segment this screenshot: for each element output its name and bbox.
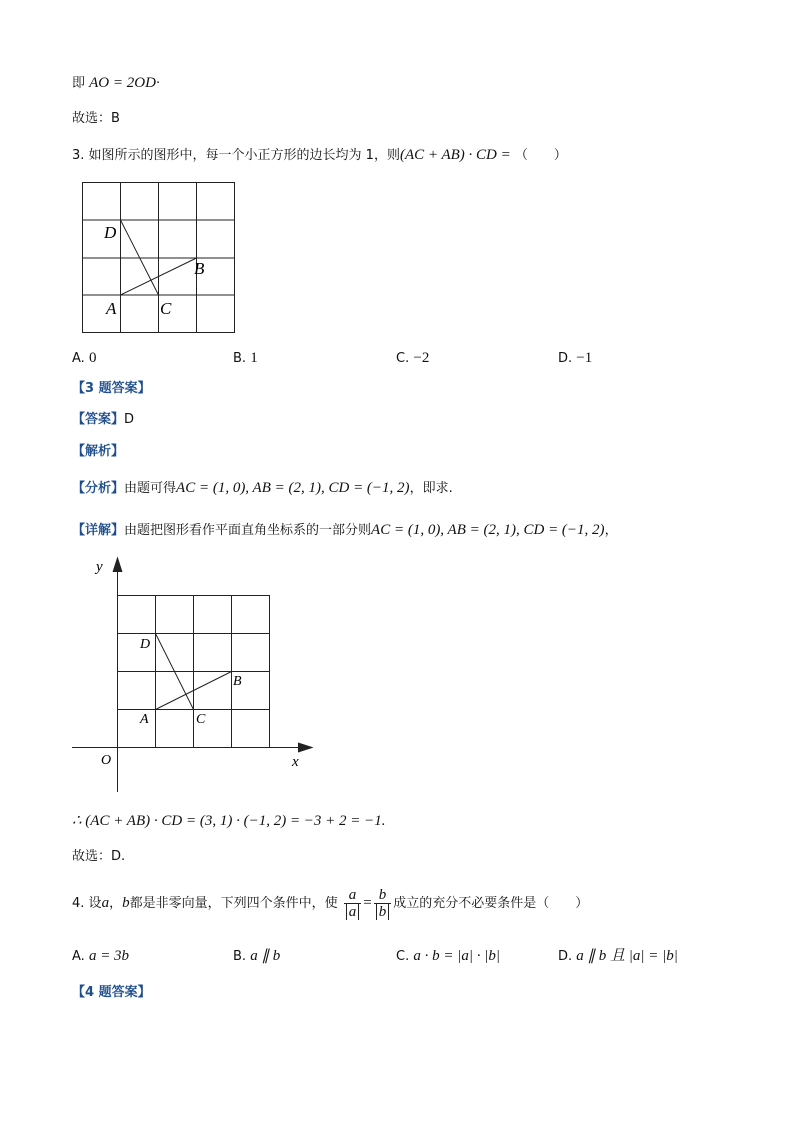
q3-xiangjie-math: AC = (1, 0), AB = (2, 1), CD = (−1, 2) [371, 522, 605, 538]
label-B: B [194, 259, 205, 278]
q4-stem: 4. 设a，b都是非零向量，下列四个条件中，使 $\frac{a}{a}$ = $\frac{b}{b}$ 成立的充分不必要条件是（ ） [72, 887, 589, 920]
label-x: x [292, 754, 299, 770]
q3-xiangjie: 【详解】由题把图形看作平面直角坐标系的一部分则AC = (1, 0), AB = (2, 1), CD = (−1, 2)， [72, 522, 618, 538]
q4-option-b: B. a ∥ b [233, 948, 281, 964]
q3-option-b: B. 1 [233, 350, 258, 366]
coord-label-C: C [196, 712, 206, 727]
label-O: O [101, 753, 112, 768]
prev-answer: 故选：B [72, 111, 120, 126]
q4-fraction-a: $\frac{a}{a}$ [344, 887, 362, 920]
coord-label-D: D [140, 637, 151, 652]
q3-grid-figure [80, 180, 240, 336]
x-axis-arrow [298, 743, 312, 752]
q3-option-d: D. −1 [558, 350, 593, 366]
label-D: D [104, 223, 117, 242]
q3-answer: 【答案】D [72, 412, 135, 427]
q4-answer-header: 【4 题答案】 [72, 985, 151, 1000]
q3-coordinate-figure [70, 552, 320, 794]
q3-final: 故选：D. [72, 849, 126, 864]
q3-therefore [72, 812, 386, 831]
q3-fenxi-math: AC = (1, 0), AB = (2, 1), CD = (−1, 2) [176, 480, 410, 496]
q3-stem-math: (AC + AB) · CD = [399, 147, 511, 163]
q3-stem: 3. 如图所示的图形中，每一个小正方形的边长均为 1，则(AC + AB) · CD = （ ） [72, 147, 567, 163]
label-C: C [160, 299, 172, 318]
label-y: y [96, 559, 103, 575]
q4-option-d: D. a ∥ b 且 |a| = |b| [558, 948, 678, 964]
q3-therefore-math: ∴ (AC + AB) · CD = (3, 1) · (−1, 2) = −3 + 2 = −1. [72, 813, 386, 829]
coord-label-B: B [233, 674, 242, 689]
q3-fenxi: 【分析】由题可得AC = (1, 0), AB = (2, 1), CD = (−1, 2)，即求. [72, 480, 453, 496]
coord-label-A: A [140, 712, 149, 727]
q3-option-a: A. 0 [72, 350, 97, 366]
q4-option-c: C. a · b = |a| · |b| [396, 948, 500, 964]
q4-option-a: A. a = 3b [72, 948, 130, 964]
q3-option-c: C. −2 [396, 350, 430, 366]
q4-fraction-b: $\frac{b}{b}$ [374, 887, 392, 920]
q3-answer-header: 【3 题答案】 [72, 381, 151, 396]
y-axis-arrow [113, 558, 122, 572]
prev-conclusion: 即 AO = 2OD· [72, 75, 161, 91]
q3-analysis-header: 【解析】 [72, 444, 125, 459]
label-A: A [106, 299, 117, 318]
prev-conclusion-math: AO = 2OD [89, 75, 156, 91]
